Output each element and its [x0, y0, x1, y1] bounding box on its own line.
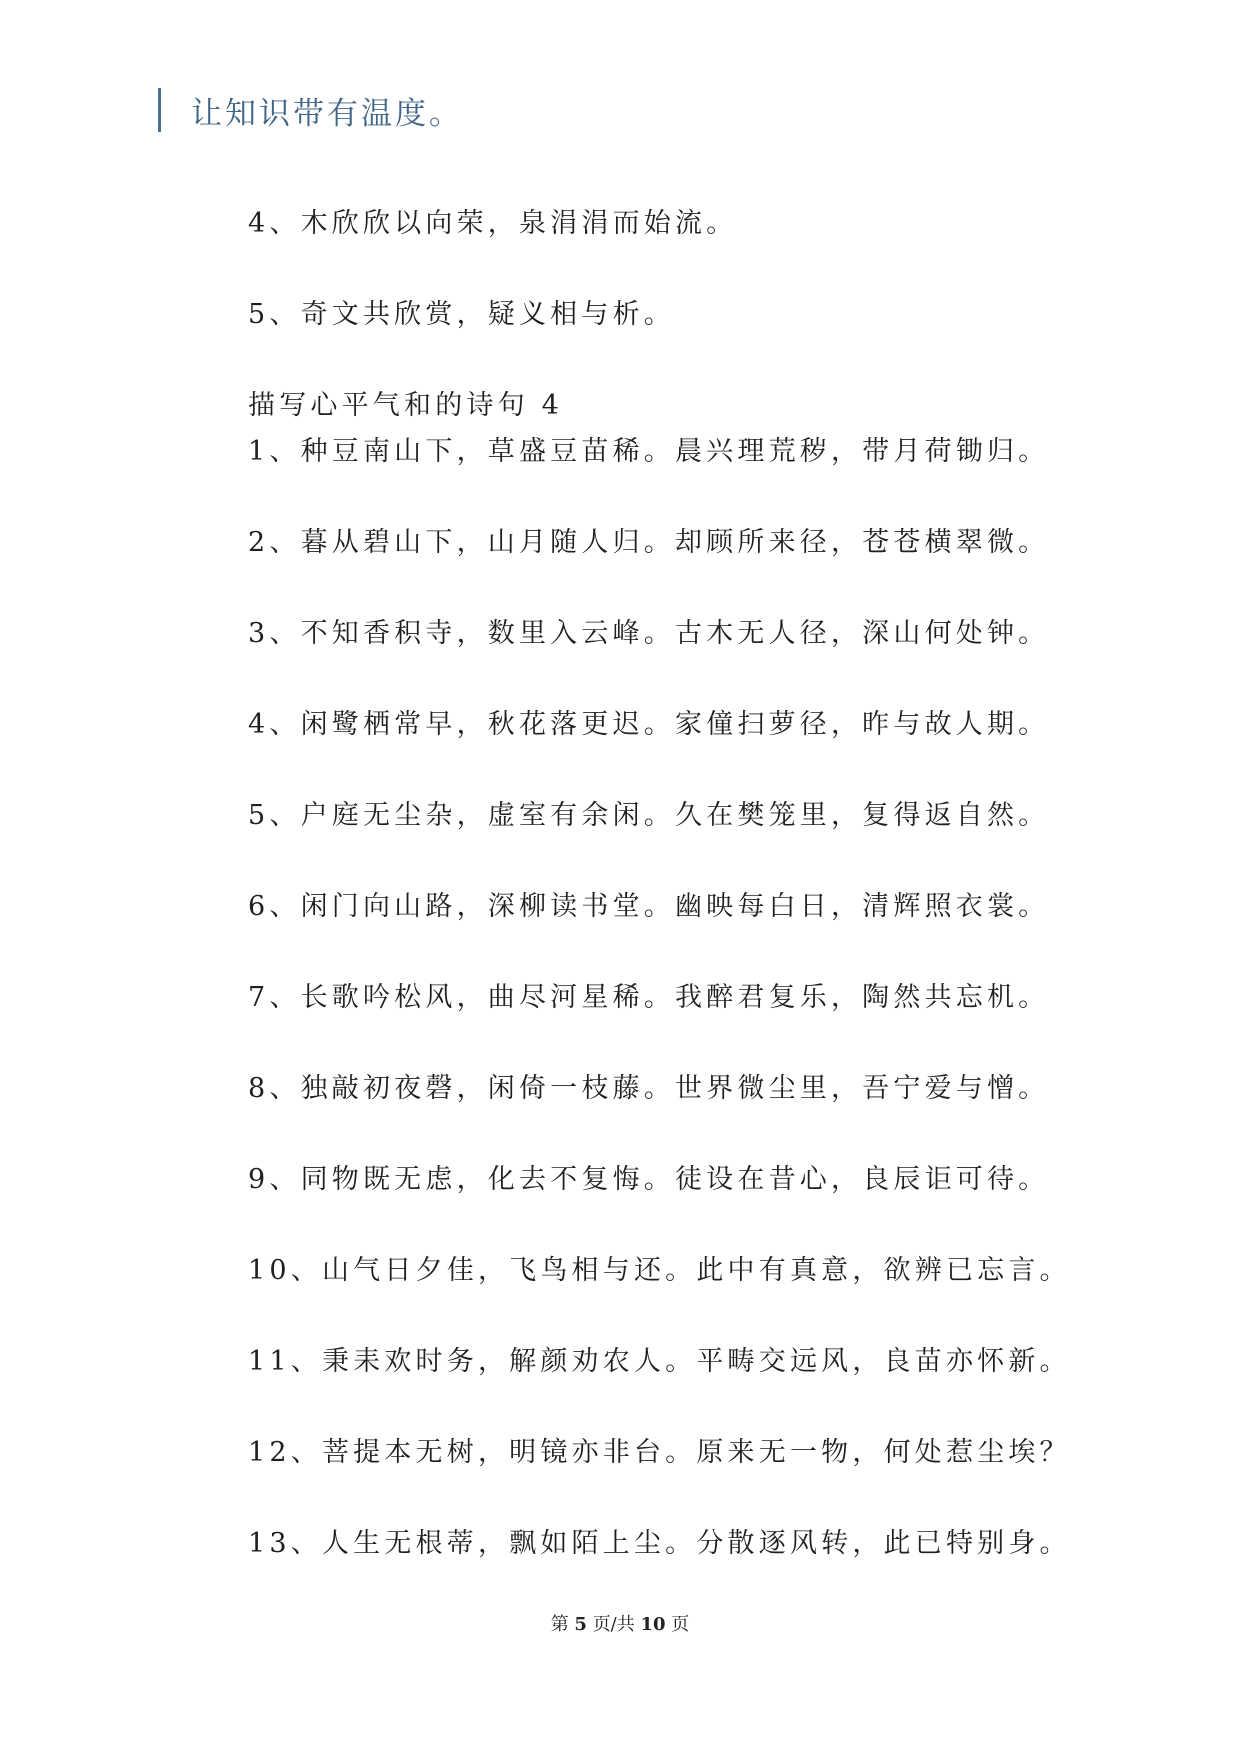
- poem-line: 12、菩提本无树，明镜亦非台。原来无一物，何处惹尘埃？: [248, 1437, 1071, 1468]
- poem-line: 6、闲门向山路，深柳读书堂。幽映每白日，清辉照衣裳。: [248, 891, 1050, 922]
- poem-line: 13、人生无根蒂，飘如陌上尘。分散逐风转，此已特别身。: [248, 1528, 1071, 1559]
- poem-line: 2、暮从碧山下，山月随人归。却顾所来径，苍苍横翠微。: [248, 527, 1050, 558]
- total-page-number: 10: [640, 1614, 666, 1635]
- poem-line: 3、不知香积寺，数里入云峰。古木无人径，深山何处钟。: [248, 618, 1050, 649]
- footer-prefix: 第: [550, 1614, 569, 1635]
- poem-line: 8、独敲初夜磬，闲倚一枝藤。世界微尘里，吾宁爱与憎。: [248, 1073, 1050, 1104]
- header-bar: [158, 88, 463, 132]
- footer-suffix: 页: [671, 1614, 690, 1635]
- poem-line: 10、山气日夕佳，飞鸟相与还。此中有真意，欲辨已忘言。: [248, 1255, 1071, 1286]
- section-title: 描写心平气和的诗句 4: [248, 390, 563, 421]
- header-slogan: 让知识带有温度。: [191, 95, 463, 132]
- page-footer: [0, 1610, 1240, 1636]
- list-item: 4、木欣欣以向荣，泉涓涓而始流。: [248, 208, 738, 239]
- poem-line: 9、同物既无虑，化去不复悔。徒设在昔心，良辰讵可待。: [248, 1164, 1050, 1195]
- poem-line: 1、种豆南山下，草盛豆苗稀。晨兴理荒秽，带月荷锄归。: [248, 436, 1050, 467]
- poem-line: 7、长歌吟松风，曲尽河星稀。我醉君复乐，陶然共忘机。: [248, 982, 1050, 1013]
- poem-line: 11、秉耒欢时务，解颜劝农人。平畴交远风，良苗亦怀新。: [248, 1346, 1071, 1377]
- poem-line: 4、闲鹭栖常早，秋花落更迟。家僮扫萝径，昨与故人期。: [248, 709, 1050, 740]
- poem-line: 5、户庭无尘杂，虚室有余闲。久在樊笼里，复得返自然。: [248, 800, 1050, 831]
- list-item: 5、奇文共欣赏，疑义相与析。: [248, 299, 675, 330]
- current-page-number: 5: [574, 1614, 587, 1635]
- footer-middle: 页/共: [592, 1614, 635, 1635]
